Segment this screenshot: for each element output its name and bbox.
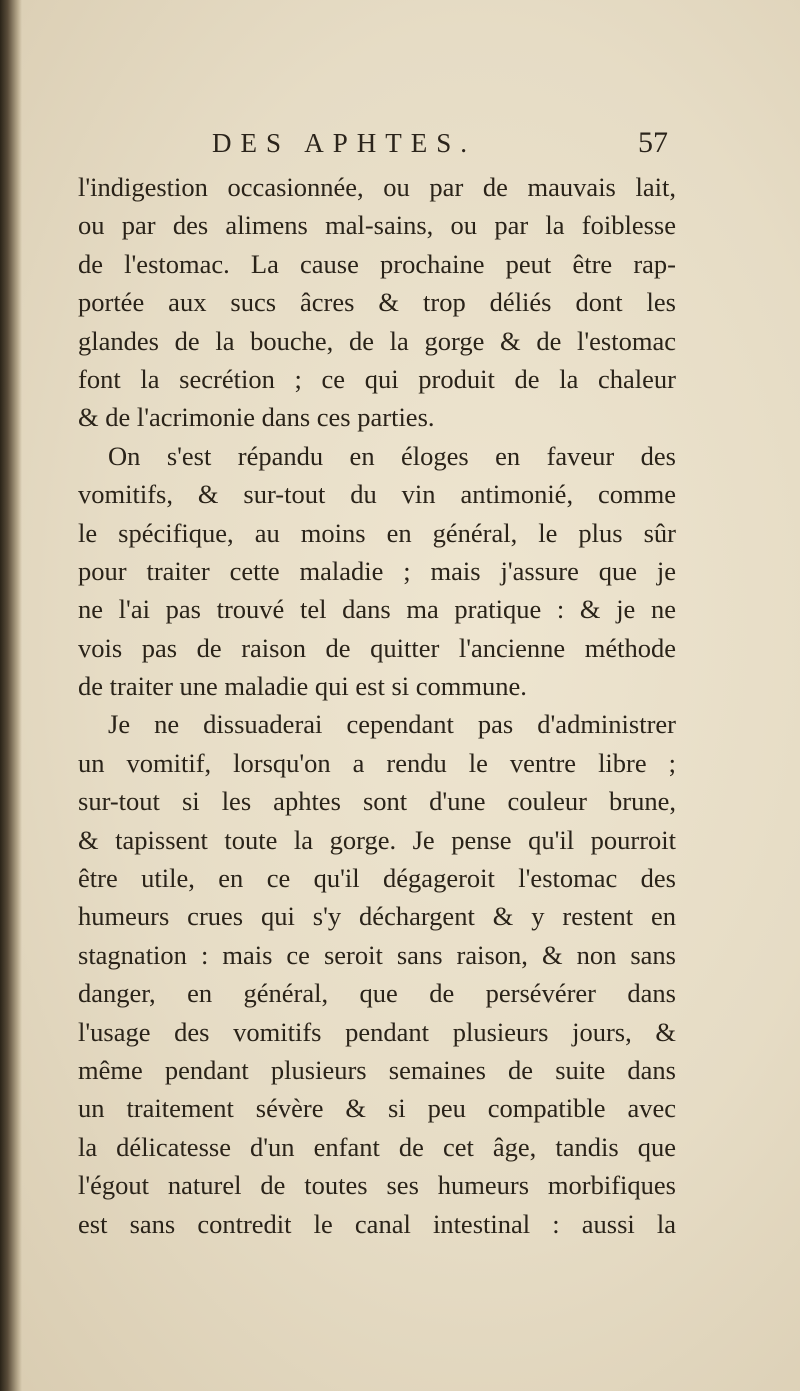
text-line: Je ne dissuaderai cependant pas d'administrer <box>108 709 676 740</box>
text-line: l'usage des vomitifs pendant plusieurs jours, & <box>78 1016 676 1047</box>
text-line: & de l'acrimonie dans ces parties. <box>78 402 435 433</box>
body-text <box>78 168 676 1243</box>
text-line: de l'estomac. La cause prochaine peut être rap- <box>78 248 676 279</box>
text-line: de traiter une maladie qui est si commune. <box>78 671 527 702</box>
text-line: vomitifs, & sur-tout du vin antimonié, comme <box>78 479 676 510</box>
text-line: un vomitif, lorsqu'on a rendu le ventre libre ; <box>78 747 676 778</box>
running-head-title: DES APHTES. <box>212 128 477 158</box>
text-line: pour traiter cette maladie ; mais j'assure que je <box>78 555 676 586</box>
text-line: humeurs crues qui s'y déchargent & y restent en <box>78 901 676 932</box>
text-line: ne l'ai pas trouvé tel dans ma pratique : & je ne <box>78 594 676 625</box>
text-line: même pendant plusieurs semaines de suite dans <box>78 1054 676 1085</box>
text-line: l'égout naturel de toutes ses humeurs morbifiques <box>78 1170 676 1201</box>
text-line: ou par des alimens mal-sains, ou par la foiblesse <box>78 210 676 241</box>
text-line: l'indigestion occasionnée, ou par de mauvais lait, <box>78 172 676 202</box>
page-number: 57 <box>638 126 668 159</box>
text-line: le spécifique, au moins en général, le plus sûr <box>78 517 676 548</box>
running-head <box>0 128 800 168</box>
text-line: & tapissent toute la gorge. Je pense qu'il pourroit <box>78 824 676 855</box>
text-line: portée aux sucs âcres & trop déliés dont les <box>78 287 676 318</box>
text-line: On s'est répandu en éloges en faveur des <box>108 440 676 471</box>
text-line: sur-tout si les aphtes sont d'une couleur brune, <box>78 786 676 817</box>
text-line: danger, en général, que de persévérer dans <box>78 978 676 1009</box>
text-line: stagnation : mais ce seroit sans raison, & non sans <box>78 939 676 970</box>
text-line: un traitement sévère & si peu compatible avec <box>78 1093 676 1124</box>
text-line: est sans contredit le canal intestinal : aussi la <box>78 1208 676 1239</box>
text-line: glandes de la bouche, de la gorge & de l'estomac <box>78 325 676 356</box>
book-spine-shadow <box>0 0 22 1391</box>
text-line: vois pas de raison de quitter l'ancienne méthode <box>78 632 676 663</box>
text-line: font la secrétion ; ce qui produit de la chaleur <box>78 363 676 394</box>
text-line: être utile, en ce qu'il dégageroit l'estomac des <box>78 863 676 894</box>
text-line: la délicatesse d'un enfant de cet âge, tandis que <box>78 1131 676 1162</box>
